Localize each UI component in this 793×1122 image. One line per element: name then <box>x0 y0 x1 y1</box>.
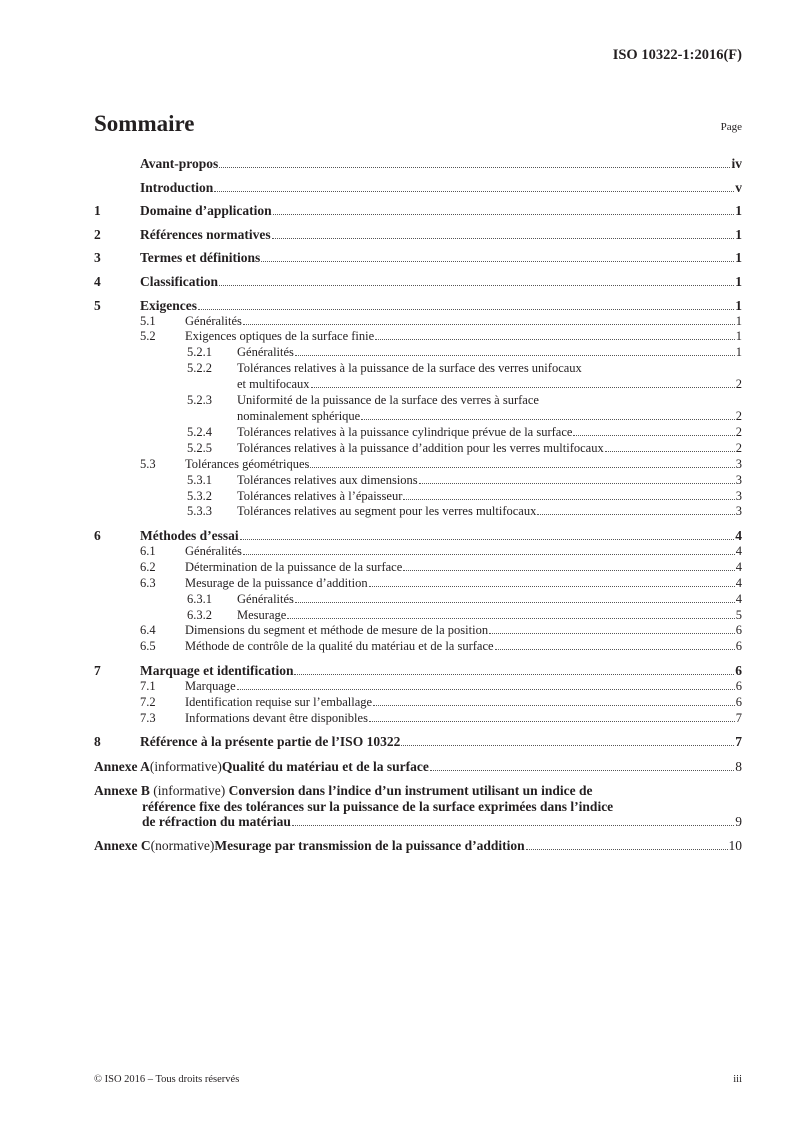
entry-page: 7 <box>735 710 742 725</box>
entry-line <box>94 838 742 854</box>
entry-content <box>237 608 742 624</box>
entry-title: Généralités <box>237 591 294 606</box>
dot-leader <box>430 770 734 771</box>
entry-number: 6.4 <box>140 623 156 638</box>
entry-line <box>140 156 742 172</box>
entry-line <box>237 425 742 441</box>
entry-title: Uniformité de la puissance de la surface des verres à surface <box>237 393 539 408</box>
entry-line <box>185 457 742 473</box>
entry-line <box>185 329 742 345</box>
entry-page: 3 <box>735 456 742 471</box>
entry-line <box>237 489 742 505</box>
dot-leader <box>573 435 734 436</box>
entry-number: 7.3 <box>140 710 156 725</box>
entry-page: 3 <box>735 472 742 487</box>
dot-leader <box>310 467 734 468</box>
dot-leader <box>272 238 735 239</box>
dot-leader <box>294 674 734 675</box>
entry-title: Tolérances relatives au segment pour les verres multifocaux <box>237 504 537 519</box>
entry-content <box>185 544 742 560</box>
dot-leader <box>361 419 735 420</box>
entry-title: Références normatives <box>140 226 271 242</box>
entry-content <box>237 473 742 489</box>
entry-content <box>185 711 742 727</box>
toc-entry[interactable] <box>94 711 742 727</box>
entry-number: 5 <box>94 297 101 313</box>
entry-title: Domaine d’application <box>140 203 272 219</box>
entry-number: 6.3.2 <box>187 607 212 622</box>
entry-number: 6.1 <box>140 543 156 558</box>
entry-title: Introduction <box>140 179 214 195</box>
entry-line <box>185 711 742 727</box>
entry-page: 5 <box>735 607 742 622</box>
entry-content <box>140 203 742 219</box>
entry-content <box>237 345 742 361</box>
dot-leader <box>537 514 734 515</box>
entry-title: Tolérances relatives aux dimensions <box>237 472 418 487</box>
entry-content <box>237 393 742 425</box>
entry-content <box>140 227 742 243</box>
entry-page: 2 <box>735 440 742 455</box>
entry-number: 7 <box>94 662 101 678</box>
toc-entry[interactable] <box>94 425 742 441</box>
dot-leader <box>214 191 734 192</box>
dot-leader <box>243 324 735 325</box>
toc-entry[interactable] <box>94 576 742 592</box>
entry-number: 8 <box>94 734 101 750</box>
entry-line <box>237 393 742 409</box>
entry-content <box>94 759 742 775</box>
entry-content <box>237 504 742 520</box>
entry-page: 1 <box>735 203 742 219</box>
entry-title: Avant-propos <box>140 156 219 171</box>
toc-entry[interactable] <box>94 457 742 473</box>
entry-page: 7 <box>735 734 742 750</box>
dot-leader <box>240 539 735 540</box>
toc-entry[interactable] <box>94 156 742 172</box>
entry-content <box>140 663 742 679</box>
entry-page: 4 <box>735 575 742 590</box>
toc-entry[interactable] <box>94 180 742 196</box>
annex-type: (normative) <box>150 838 215 854</box>
entry-content <box>237 441 742 457</box>
entry-line <box>237 504 742 520</box>
entry-line <box>140 274 742 290</box>
dot-leader <box>273 214 735 215</box>
toc-entry[interactable] <box>94 473 742 489</box>
entry-title: Référence à la présente partie de l’ISO 10322 <box>140 734 401 750</box>
page-column-label: Page <box>720 121 742 133</box>
toc-entry[interactable] <box>94 639 742 655</box>
entry-title: Exigences <box>140 297 197 313</box>
dot-leader <box>369 586 735 587</box>
entry-line <box>237 608 742 624</box>
dot-leader <box>495 649 735 650</box>
dot-leader <box>311 387 735 388</box>
entry-line <box>94 783 742 799</box>
toc-annex-entry[interactable] <box>94 838 742 854</box>
entry-line <box>237 592 742 608</box>
entry-title: Mesurage par transmission de la puissance d’addition <box>214 838 525 854</box>
dot-leader <box>403 570 734 571</box>
dot-leader <box>419 483 735 484</box>
entry-number: 7.1 <box>140 678 156 693</box>
dot-leader <box>261 261 734 262</box>
entry-title: Généralités <box>185 313 242 328</box>
entry-number: 5.2.1 <box>187 345 212 360</box>
entry-line <box>140 250 742 266</box>
page-number: iii <box>733 1074 742 1085</box>
dot-leader <box>401 745 734 746</box>
entry-page: 6 <box>735 639 742 654</box>
toc-entry[interactable] <box>94 695 742 711</box>
entry-page: 3 <box>735 504 742 519</box>
toc-entry[interactable] <box>94 298 742 314</box>
toc-entry[interactable] <box>94 250 742 266</box>
entry-number: 6.5 <box>140 639 156 654</box>
entry-page: 3 <box>735 488 742 503</box>
dot-leader <box>287 618 734 619</box>
entry-line <box>140 528 742 544</box>
entry-number: 5.1 <box>140 313 156 328</box>
entry-page: 1 <box>735 226 742 242</box>
entry-content <box>237 592 742 608</box>
dot-leader <box>219 167 730 168</box>
copyright-footer: © ISO 2016 – Tous droits réservés <box>94 1074 240 1085</box>
entry-line <box>185 560 742 576</box>
toc-entry[interactable] <box>94 345 742 361</box>
entry-content <box>185 679 742 695</box>
toc-entry[interactable] <box>94 544 742 560</box>
entry-line <box>185 639 742 655</box>
entry-number: 5.3 <box>140 456 156 471</box>
dot-leader <box>198 309 734 310</box>
entry-number: 5.2.5 <box>187 440 212 455</box>
entry-title: Tolérances relatives à la puissance d’addition pour les verres multifocaux <box>237 440 604 455</box>
entry-content <box>140 180 742 196</box>
entry-page: 1 <box>735 250 742 266</box>
entry-page: 4 <box>735 591 742 606</box>
entry-line <box>237 361 742 377</box>
entry-title: et multifocaux <box>237 377 310 392</box>
entry-title: Qualité du matériau et de la surface <box>221 758 429 774</box>
entry-line <box>185 695 742 711</box>
dot-leader <box>373 705 735 706</box>
entry-line <box>94 814 742 830</box>
entry-content <box>140 528 742 544</box>
entry-number: 3 <box>94 250 101 266</box>
entry-title: Tolérances relatives à la puissance cylindrique prévue de la surface <box>237 424 573 439</box>
entry-line <box>237 409 742 425</box>
entry-title: Mesurage <box>237 607 287 622</box>
entry-page: 1 <box>735 329 742 344</box>
entry-line <box>237 345 742 361</box>
toc-entry[interactable] <box>94 361 742 393</box>
table-of-contents <box>94 156 742 854</box>
entry-page: 8 <box>735 758 742 774</box>
entry-title: Marquage <box>185 678 236 693</box>
entry-title: Termes et définitions <box>140 250 261 266</box>
entry-line <box>140 180 742 196</box>
entry-line <box>185 623 742 639</box>
entry-content <box>185 623 742 639</box>
dot-leader <box>375 339 735 340</box>
entry-number: 5.3.2 <box>187 488 212 503</box>
entry-page: 6 <box>735 678 742 693</box>
entry-number: 5.3.3 <box>187 504 212 519</box>
entry-page: 10 <box>728 838 742 854</box>
entry-page: 2 <box>735 409 742 423</box>
entry-page: 6 <box>735 623 742 638</box>
entry-page: 9 <box>735 814 742 830</box>
entry-line <box>140 663 742 679</box>
toc-entry[interactable] <box>94 489 742 505</box>
toc-annex-entry[interactable] <box>94 783 742 830</box>
entry-line <box>185 314 742 330</box>
toc-entry[interactable] <box>94 504 742 520</box>
dot-leader <box>369 721 735 722</box>
toc-entry[interactable] <box>94 314 742 330</box>
entry-title: de réfraction du matériau <box>142 814 291 830</box>
toc-entry[interactable] <box>94 608 742 624</box>
toc-entry[interactable] <box>94 528 742 544</box>
dot-leader <box>295 602 735 603</box>
entry-number: 7.2 <box>140 694 156 709</box>
entry-content <box>185 457 742 473</box>
entry-page: 1 <box>735 273 742 289</box>
entry-number <box>94 180 140 196</box>
entry-page: 4 <box>735 543 742 558</box>
entry-page: 1 <box>735 345 742 360</box>
dot-leader <box>292 825 734 826</box>
entry-number <box>94 156 140 172</box>
entry-page: 6 <box>735 694 742 709</box>
page-title: Sommaire <box>94 111 195 136</box>
entry-title: Informations devant être disponibles <box>185 710 368 725</box>
entry-line <box>140 227 742 243</box>
entry-line <box>237 473 742 489</box>
entry-line <box>185 544 742 560</box>
entry-page: iv <box>731 156 742 171</box>
toc-entry[interactable] <box>94 203 742 219</box>
dot-leader <box>489 633 735 634</box>
entry-title: nominalement sphérique <box>237 409 361 423</box>
toc-entry[interactable] <box>94 560 742 576</box>
entry-content <box>140 250 742 266</box>
entry-number: 5.2.2 <box>187 361 212 376</box>
toc-entry[interactable] <box>94 734 742 750</box>
entry-title: Tolérances géométriques <box>185 456 310 471</box>
entry-title: Dimensions du segment et méthode de mesure de la position <box>185 623 489 638</box>
entry-title: Conversion dans l’indice d’un instrument utilisant un indice de <box>228 782 593 798</box>
entry-number: 5.3.1 <box>187 472 212 487</box>
annex-label: Annexe B <box>94 782 150 798</box>
entry-title: Généralités <box>237 345 294 360</box>
entry-line <box>140 734 742 750</box>
entry-number: 6.3 <box>140 575 156 590</box>
entry-page: 6 <box>735 662 742 678</box>
toc-entry[interactable] <box>94 663 742 679</box>
dot-leader <box>219 285 734 286</box>
entry-content <box>185 314 742 330</box>
entry-line <box>237 377 742 393</box>
entry-page: 1 <box>735 297 742 313</box>
entry-title: référence fixe des tolérances sur la puissance de la surface exprimées dans l’indice <box>142 798 614 814</box>
entry-line <box>140 203 742 219</box>
annex-type: (informative) <box>149 758 222 774</box>
annex-type: (informative) <box>153 782 226 798</box>
entry-title: Généralités <box>185 543 242 558</box>
entry-content <box>140 274 742 290</box>
entry-number: 6.3.1 <box>187 591 212 606</box>
entry-line <box>94 759 742 775</box>
entry-title: Identification requise sur l’emballage <box>185 694 373 709</box>
entry-title: Exigences optiques de la surface finie <box>185 329 375 344</box>
toc-annex-entry[interactable] <box>94 759 742 775</box>
entry-number: 2 <box>94 226 101 242</box>
entry-title: Marquage et identification <box>140 662 294 678</box>
entry-content <box>140 734 742 750</box>
toc-entry[interactable] <box>94 592 742 608</box>
entry-content <box>140 298 742 314</box>
toc-entry[interactable] <box>94 274 742 290</box>
entry-title: Méthodes d’essai <box>140 527 239 543</box>
dot-leader <box>237 689 735 690</box>
entry-page: 2 <box>735 424 742 439</box>
entry-line <box>237 441 742 457</box>
entry-content <box>140 156 742 172</box>
dot-leader <box>403 499 734 500</box>
annex-label: Annexe A <box>94 758 150 774</box>
entry-content <box>185 560 742 576</box>
toc-entry[interactable] <box>94 227 742 243</box>
entry-content <box>185 576 742 592</box>
document-id: ISO 10322-1:2016(F) <box>612 47 742 63</box>
entry-line <box>94 799 742 815</box>
entry-content <box>185 329 742 345</box>
entry-content <box>237 489 742 505</box>
entry-page: 1 <box>735 313 742 328</box>
entry-title: Classification <box>140 273 219 289</box>
entry-content <box>94 783 742 830</box>
entry-line <box>185 576 742 592</box>
entry-line <box>185 679 742 695</box>
entry-page: 2 <box>735 377 742 392</box>
dot-leader <box>605 451 735 452</box>
toc-entry[interactable] <box>94 679 742 695</box>
entry-content <box>185 695 742 711</box>
entry-page: 4 <box>735 559 742 574</box>
dot-leader <box>243 554 735 555</box>
entry-title: Détermination de la puissance de la surface <box>185 559 403 574</box>
toc-entry[interactable] <box>94 623 742 639</box>
entry-title: Tolérances relatives à la puissance de la surface des verres unifocaux <box>237 361 582 376</box>
toc-entry[interactable] <box>94 329 742 345</box>
entry-content <box>237 361 742 393</box>
entry-number: 6 <box>94 527 101 543</box>
toc-entry[interactable] <box>94 393 742 425</box>
entry-page: v <box>735 179 742 195</box>
entry-number: 4 <box>94 273 101 289</box>
toc-entry[interactable] <box>94 441 742 457</box>
entry-number: 5.2.3 <box>187 393 212 408</box>
entry-number: 6.2 <box>140 559 156 574</box>
entry-content <box>94 838 742 854</box>
annex-label: Annexe C <box>94 838 151 854</box>
entry-line <box>140 298 742 314</box>
entry-content <box>237 425 742 441</box>
entry-number: 5.2 <box>140 329 156 344</box>
dot-leader <box>526 849 728 850</box>
entry-number: 5.2.4 <box>187 424 212 439</box>
entry-title: Méthode de contrôle de la qualité du matériau et de la surface <box>185 639 494 654</box>
entry-number: 1 <box>94 203 101 219</box>
entry-title: Mesurage de la puissance d’addition <box>185 575 368 590</box>
entry-page: 4 <box>735 527 742 543</box>
entry-title: Tolérances relatives à l’épaisseur <box>237 488 403 503</box>
entry-content <box>185 639 742 655</box>
dot-leader <box>295 355 735 356</box>
